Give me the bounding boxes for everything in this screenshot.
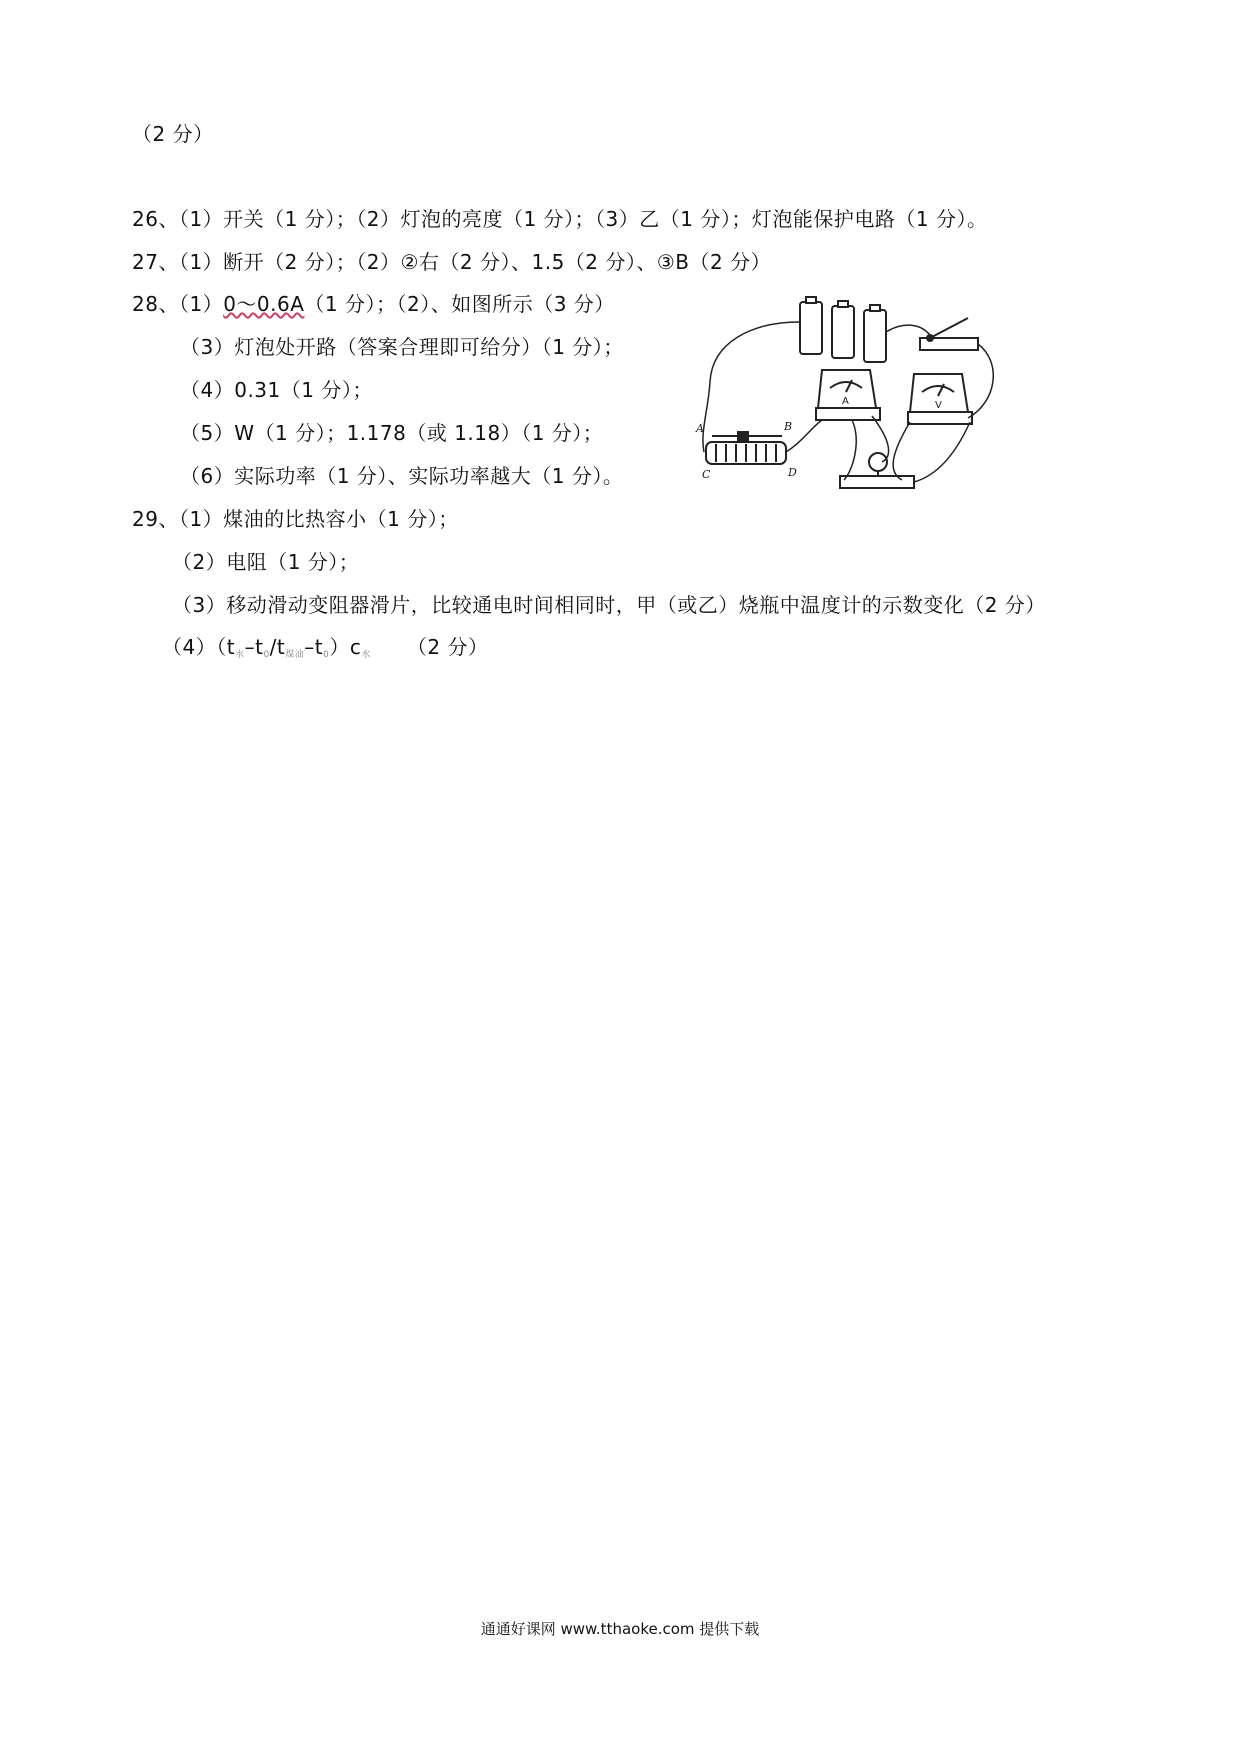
formula-part: ）c	[329, 635, 362, 659]
footer-source: 通通好课网 www.tthaoke.com 提供下载	[480, 1620, 760, 1638]
rheostat	[706, 432, 786, 464]
formula-score: （2 分）	[406, 635, 489, 659]
answer-28-part1	[132, 292, 615, 316]
subscript-water: 水	[235, 650, 245, 660]
circuit-diagram	[692, 292, 1018, 498]
rheostat-terminal-b: B	[784, 420, 793, 433]
voltmeter-label: V	[935, 400, 942, 411]
answer-28-part3: （3）灯泡处开路（答案合理即可给分）（1 分）；	[180, 335, 624, 359]
answer-28-prefix: 28、（1）	[132, 292, 224, 316]
answer-29-part4	[162, 635, 488, 667]
answer-29-part2: （2）电阻（1 分）；	[172, 550, 360, 574]
formula-part: –t	[244, 635, 264, 659]
meter-range: 0～0.6A	[223, 292, 305, 316]
rheostat-terminal-c: C	[702, 468, 711, 481]
answer-29-part3: （3）移动滑动变阻器滑片，比较通电时间相同时，甲（或乙）烧瓶中温度计的示数变化（2 分）	[172, 593, 1046, 617]
score-note: （2 分）	[132, 122, 214, 146]
subscript-kerosene: 煤油	[285, 650, 305, 660]
answer-28-part6: （6）实际功率（1 分）、实际功率越大（1 分）。	[180, 464, 624, 488]
ammeter	[816, 370, 880, 420]
answer-27: 27、（1）断开（2 分）；（2）②右（2 分）、1.5（2 分）、③B（2 分）	[132, 250, 772, 274]
answer-26: 26、（1）开关（1 分）；（2）灯泡的亮度（1 分）；（3）乙（1 分）；灯泡能保护电路（1 分）。	[132, 207, 988, 231]
bulb	[840, 453, 914, 488]
formula-open: （4）（t	[162, 635, 236, 659]
voltmeter	[908, 374, 972, 424]
subscript-zero: 0	[263, 650, 270, 660]
ammeter-label: A	[842, 396, 849, 407]
rheostat-terminal-d: D	[788, 466, 797, 479]
subscript-water: 水	[361, 650, 371, 660]
answer-28-part5: （5）W（1 分）；1.178（或 1.18）（1 分）；	[180, 421, 604, 445]
battery-pack	[800, 297, 886, 362]
subscript-zero: 0	[323, 650, 330, 660]
answer-28-suffix: （1 分）；（2）、如图所示（3 分）	[304, 292, 615, 316]
answer-29-part1: 29、（1）煤油的比热容小（1 分）；	[132, 507, 459, 531]
answer-28-part4: （4）0.31（1 分）；	[180, 378, 373, 402]
rheostat-terminal-a: A	[696, 422, 704, 435]
formula-part: /t	[269, 635, 286, 659]
formula-part: –t	[304, 635, 324, 659]
